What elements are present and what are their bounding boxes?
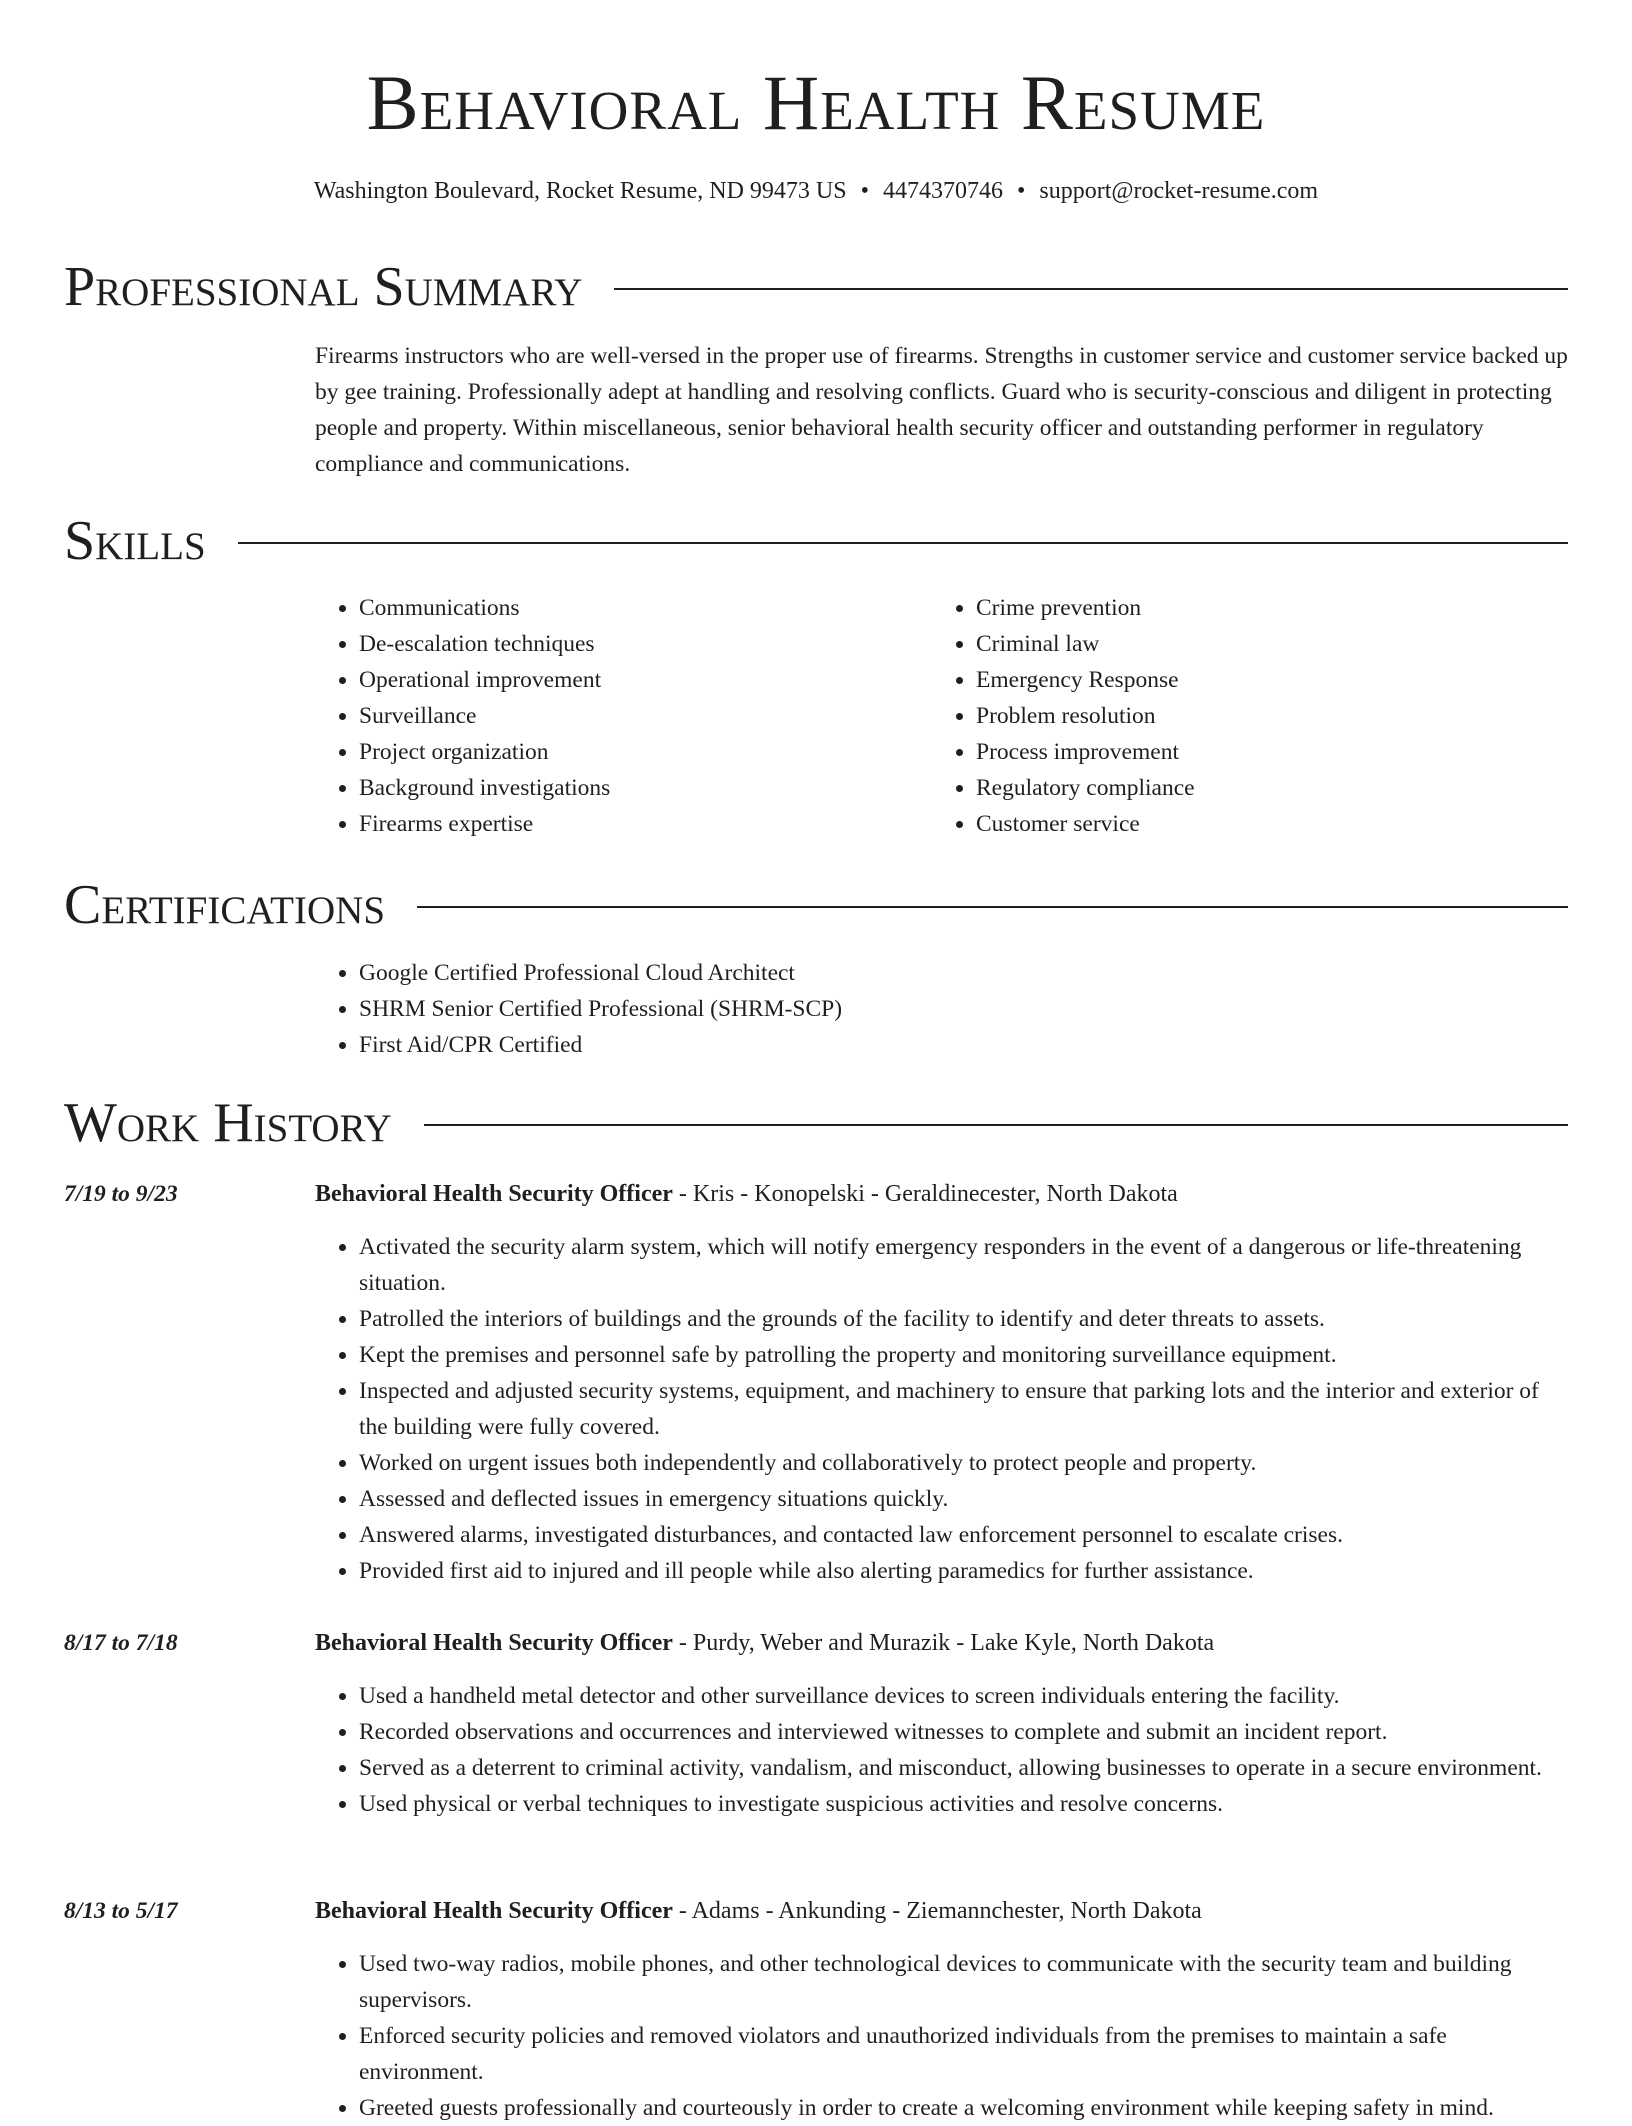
certifications-list: [315, 955, 1568, 1063]
job-bullet-list: [315, 1946, 1568, 2126]
skill-item: • De-escalation techniques: [359, 626, 915, 662]
certification-item: • Google Certified Professional Cloud Architect: [359, 955, 1568, 991]
job-title-line: [315, 1893, 1568, 1929]
skill-item: • Regulatory compliance: [976, 770, 1532, 806]
skill-item: • Communications: [359, 590, 915, 626]
job-bullet: • Served as a deterrent to criminal activity, vandalism, and misconduct, allowing businesses to operate in a secure environment.: [359, 1750, 1568, 1786]
contact-separator: •: [1017, 178, 1026, 204]
job-role: Behavioral Health Security Officer: [315, 1181, 673, 1207]
contact-line: [0, 176, 1632, 206]
job-bullet: • Answered alarms, investigated disturbances, and contacted law enforcement personnel to escalate crises.: [359, 1517, 1568, 1553]
work-section-title: Work History: [64, 1093, 424, 1153]
job-bullet: • Worked on urgent issues both independently and collaboratively to protect people and property.: [359, 1445, 1568, 1481]
job-employer-location: - Purdy, Weber and Murazik - Lake Kyle, North Dakota: [672, 1630, 1215, 1656]
job-employer-location: - Adams - Ankunding - Ziemannchester, North Dakota: [672, 1898, 1202, 1924]
job-bullet: • Provided first aid to injured and ill people while also alerting paramedics for further assistance.: [359, 1553, 1568, 1589]
resume-name: Behavioral Health Resume: [366, 59, 1266, 146]
job-title-line: [315, 1625, 1568, 1661]
skill-item: • Crime prevention: [976, 590, 1532, 626]
summary-text: Firearms instructors who are well-versed in the proper use of firearms. Strengths in customer service and customer service backed up by gee training. Professionally adept at handling and resolving conflicts. Guard who is security-conscious and diligent in protecting people and property. Within miscellaneous, senior behavioral health security officer and outstanding performer in regulatory compliance and communications.: [315, 343, 1568, 477]
certifications-section-title: Certifications: [64, 875, 417, 935]
work-section-header: [64, 1093, 1568, 1153]
contact-phone: 4474370746: [883, 178, 1003, 204]
skill-item: • Project organization: [359, 734, 915, 770]
contact-separator: •: [860, 178, 869, 204]
skill-item: • Operational improvement: [359, 662, 915, 698]
contact-address: Washington Boulevard, Rocket Resume, ND 99473 US: [313, 178, 847, 204]
certification-item: • First Aid/CPR Certified: [359, 1027, 1568, 1063]
summary-section-title: Professional Summary: [64, 257, 614, 317]
job-bullet: • Greeted guests professionally and courteously in order to create a welcoming environment while keeping safety in mind.: [359, 2090, 1568, 2126]
summary-section-header: [64, 257, 1568, 317]
skills-section-title: Skills: [64, 511, 238, 571]
job-role: Behavioral Health Security Officer: [315, 1898, 673, 1924]
contact-email: support@rocket-resume.com: [1039, 178, 1319, 204]
skill-item: • Customer service: [976, 806, 1532, 842]
job-bullet: • Inspected and adjusted security systems, equipment, and machinery to ensure that parking lots and the interior and exterior of the building were fully covered.: [359, 1373, 1568, 1445]
job-bullet: • Patrolled the interiors of buildings and the grounds of the facility to identify and deter threats to assets.: [359, 1301, 1568, 1337]
job-employer-location: - Kris - Konopelski - Geraldinecester, North Dakota: [672, 1181, 1178, 1207]
job-bullet: • Used two-way radios, mobile phones, and other technological devices to communicate with the security team and building supervisors.: [359, 1946, 1568, 2018]
skill-item: • Problem resolution: [976, 698, 1532, 734]
skill-item: • Surveillance: [359, 698, 915, 734]
job-bullet: • Used physical or verbal techniques to investigate suspicious activities and resolve concerns.: [359, 1786, 1568, 1822]
job-bullet: • Kept the premises and personnel safe by patrolling the property and monitoring surveillance equipment.: [359, 1337, 1568, 1373]
skill-item: • Background investigations: [359, 770, 915, 806]
job-dates: 8/13 to 5/17: [64, 1898, 178, 1924]
skill-item: • Process improvement: [976, 734, 1532, 770]
job-bullet-list: [315, 1229, 1568, 1589]
job-dates: 8/17 to 7/18: [64, 1630, 178, 1656]
job-bullet: • Enforced security policies and removed violators and unauthorized individuals from the premises to maintain a safe environment.: [359, 2018, 1568, 2090]
skills-left-column: [315, 590, 915, 842]
job-bullet: • Recorded observations and occurrences and interviewed witnesses to complete and submit an incident report.: [359, 1714, 1568, 1750]
skill-item: • Criminal law: [976, 626, 1532, 662]
skills-right-column: [932, 590, 1532, 842]
section-divider: [64, 542, 1568, 544]
job-dates: 7/19 to 9/23: [64, 1181, 178, 1207]
skills-section-header: [64, 511, 1568, 571]
skill-item: • Firearms expertise: [359, 806, 915, 842]
job-bullet: • Activated the security alarm system, which will notify emergency responders in the event of a dangerous or life-threatening situation.: [359, 1229, 1568, 1301]
job-bullet: • Used a handheld metal detector and other surveillance devices to screen individuals entering the facility.: [359, 1678, 1568, 1714]
skill-item: • Emergency Response: [976, 662, 1532, 698]
job-bullet-list: [315, 1678, 1568, 1822]
job-bullet: • Assessed and deflected issues in emergency situations quickly.: [359, 1481, 1568, 1517]
certification-item: • SHRM Senior Certified Professional (SHRM-SCP): [359, 991, 1568, 1027]
job-role: Behavioral Health Security Officer: [315, 1630, 673, 1656]
certifications-section-header: [64, 875, 1568, 935]
job-title-line: [315, 1176, 1568, 1212]
